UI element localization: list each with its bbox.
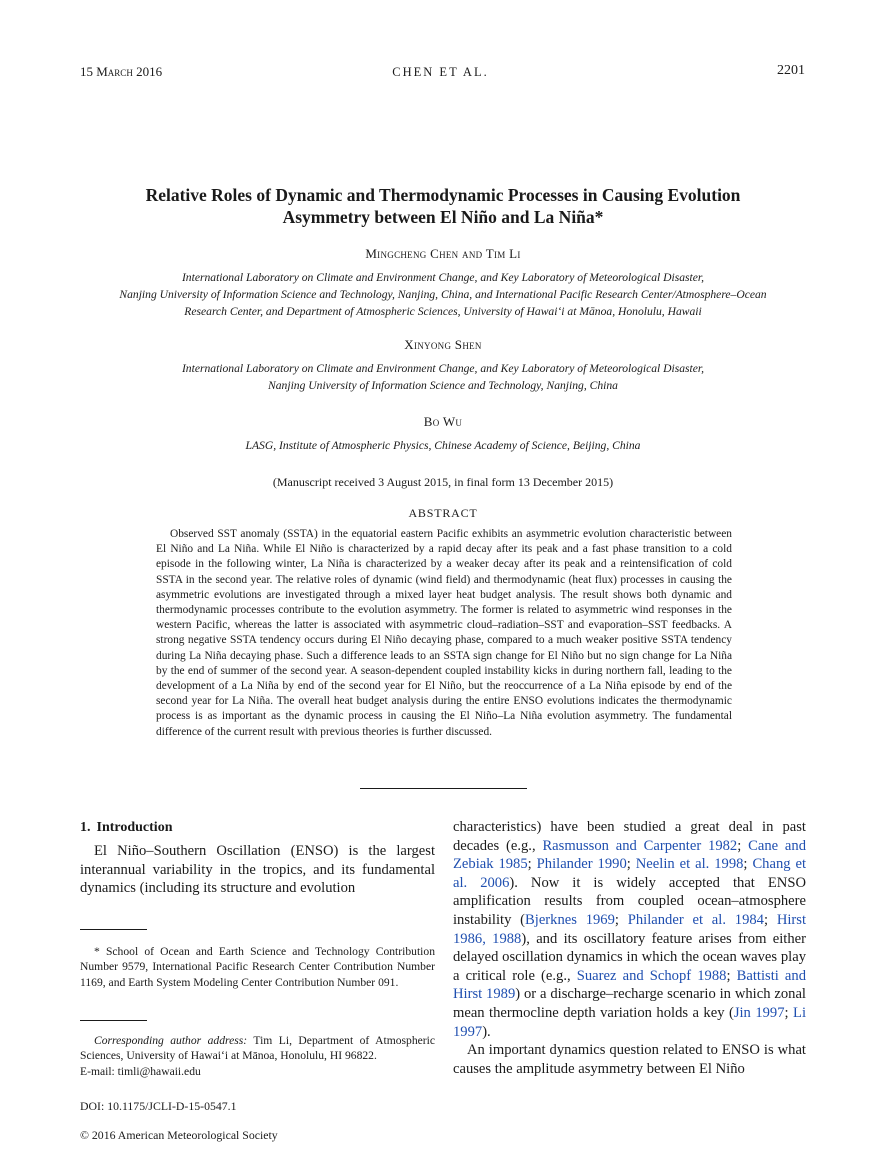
footnote-star: * School of Ocean and Earth Science and Technology Contribution Number 9579, International Pacific Research Center Contribution Number 1169, and Earth System Modeling Center Contribution Number 091. (80, 945, 435, 989)
affiliation-3: LASG, Institute of Atmospheric Physics, Chinese Academy of Science, Beijing, China (245, 439, 641, 452)
doi: DOI: 10.1175/JCLI-D-15-0547.1 (80, 1099, 237, 1113)
intro-paragraph-1-continued: characteristics) have been studied a great deal in past decades (e.g., Rasmusson and Carpenter 1982; Cane and Zebiak 1985; Philander 1990; Neelin et al. 1998; Chang et al. 2006). Now it is widely accepted that ENSO amplification results from coupled ocean–atmosphere instability (Bjerknes 1969; Philander et al. 1984; Hirst 1986, 1988), and its oscillatory feature arises from either delayed oscillation dynamics in which the ocean waves play a critical role (e.g., Suarez and Schopf 1988; Battisti and Hirst 1989) or a discharge–recharge scenario in which zonal mean thermocline depth variation holds a key (Jin 1997; Li 1997). (453, 819, 807, 1040)
citation-link[interactable]: Rasmusson and Carpenter 1982 (542, 837, 738, 854)
running-date: 15 March 2016 (80, 64, 163, 79)
citation-link[interactable]: Suarez and Schopf 1988 (576, 967, 727, 984)
citation-link[interactable]: Battisti and Hirst 1989 (453, 967, 806, 1003)
citation-link[interactable]: Neelin et al. 1998 (635, 856, 744, 873)
citation-link[interactable]: Bjerknes 1969 (525, 911, 615, 928)
copyright: © 2016 American Meteorological Society (80, 1128, 278, 1142)
affiliation-1: International Laboratory on Climate and Environment Change, and Key Laboratory of Meteorological Disaster, Nanjing University of Information Science and Technology, Nanjing, China, and International Pacific Research Center/Atmosphere–Ocean Research Center, and Department of Atmospheric Sciences, University of Hawai‘i at Mānoa, Honolulu, Hawaii (119, 271, 767, 318)
author-names-1: Mingcheng Chen and Tim Li (365, 246, 521, 261)
corresponding-label: Corresponding author address: (94, 1034, 248, 1047)
title-line-1: Relative Roles of Dynamic and Thermodynamic Processes in Causing Evolution (145, 185, 741, 205)
author-names-2: Xinyong Shen (404, 337, 482, 352)
footnote-rule-2 (80, 1020, 147, 1021)
section-divider (360, 788, 527, 789)
abstract-heading: ABSTRACT (408, 506, 478, 520)
citation-link[interactable]: Philander et al. 1984 (627, 911, 764, 928)
citation-link[interactable]: Philander 1990 (536, 856, 627, 873)
paper-title (80, 184, 806, 228)
title-line-2: Asymmetry between El Niño and La Niña* (282, 207, 604, 227)
citation-link[interactable]: Hirst 1986, 1988 (453, 911, 807, 947)
citation-link[interactable]: Jin 1997 (733, 1004, 785, 1021)
abstract-text: Observed SST anomaly (SSTA) in the equatorial eastern Pacific exhibits an asymmetric evolution characteristic between El Niño and La Niña. While El Niño is characterized by a rapid decay after its peak and a fast phase transition to a cold episode in the following winter, La Niña is characterized by a weaker decay after its peak and a reintensification of cold SSTA in the second year. The relative roles of dynamic (wind field) and thermodynamic (heat flux) processes in causing the asymmetric evolutions are investigated through a mixed layer heat budget analysis. The result shows both dynamic and thermodynamic processes contribute to the evolution asymmetry. The former is related to asymmetric wind responses in the western Pacific, whereas the latter is associated with asymmetric cloud–radiation–SST and evaporation–SST feedbacks. A strong negative SSTA tendency occurs during El Niño decaying phase, compared to a much weaker positive SSTA tendency during La Niña decaying phase. Such a difference leads to an SSTA sign change for El Niño but no sign change for La Niña by the end of summer of the second year. A season-dependent coupled instability kicks in during northern fall, leading to the development of a La Niña by end of the second year for El Niño, but the reoccurrence of a La Niña episode by end of the second year for La Niña. The overall heat budget analysis during the entire ENSO evolutions indicates the thermodynamic process is as important as the dynamic process in causing the El Niño–La Niña evolution asymmetry. The fundamental difference of the current result with previous theories is further discussed. (156, 528, 732, 738)
author-names-3: Bo Wu (423, 414, 463, 429)
manuscript-dates: (Manuscript received 3 August 2015, in final form 13 December 2015) (272, 475, 614, 489)
citation-link[interactable]: Li 1997 (453, 1004, 807, 1040)
citation-link[interactable]: Chang et al. 2006 (453, 856, 807, 891)
citation-link[interactable]: Cane and Zebiak 1985 (453, 837, 806, 873)
right-column (453, 818, 806, 1078)
footnote-rule-1 (80, 929, 147, 930)
corresponding-address: Tim Li, Department of Atmospheric Sciences, University of Hawai‘i at Mānoa, Honolulu, HI 96822. (80, 1034, 435, 1063)
intro-paragraph-1: El Niño–Southern Oscillation (ENSO) is the largest interannual variability in the tropics, and its fundamental dynamics (including its structure and evolution (80, 843, 435, 897)
page-number: 2201 (777, 63, 805, 78)
section-heading: 1. Introduction (80, 820, 173, 835)
corresponding-email: E-mail: timli@hawaii.edu (80, 1064, 201, 1078)
running-head: CHEN ET AL. (392, 65, 489, 79)
footnote-corresponding (80, 1033, 435, 1079)
left-column (80, 818, 435, 898)
affiliation-2: International Laboratory on Climate and Environment Change, and Key Laboratory of Meteorological Disaster, Nanjing University of Information Science and Technology, Nanjing, China (181, 362, 705, 392)
intro-paragraph-2: An important dynamics question related to ENSO is what causes the amplitude asymmetry between El Niño (453, 1042, 806, 1077)
